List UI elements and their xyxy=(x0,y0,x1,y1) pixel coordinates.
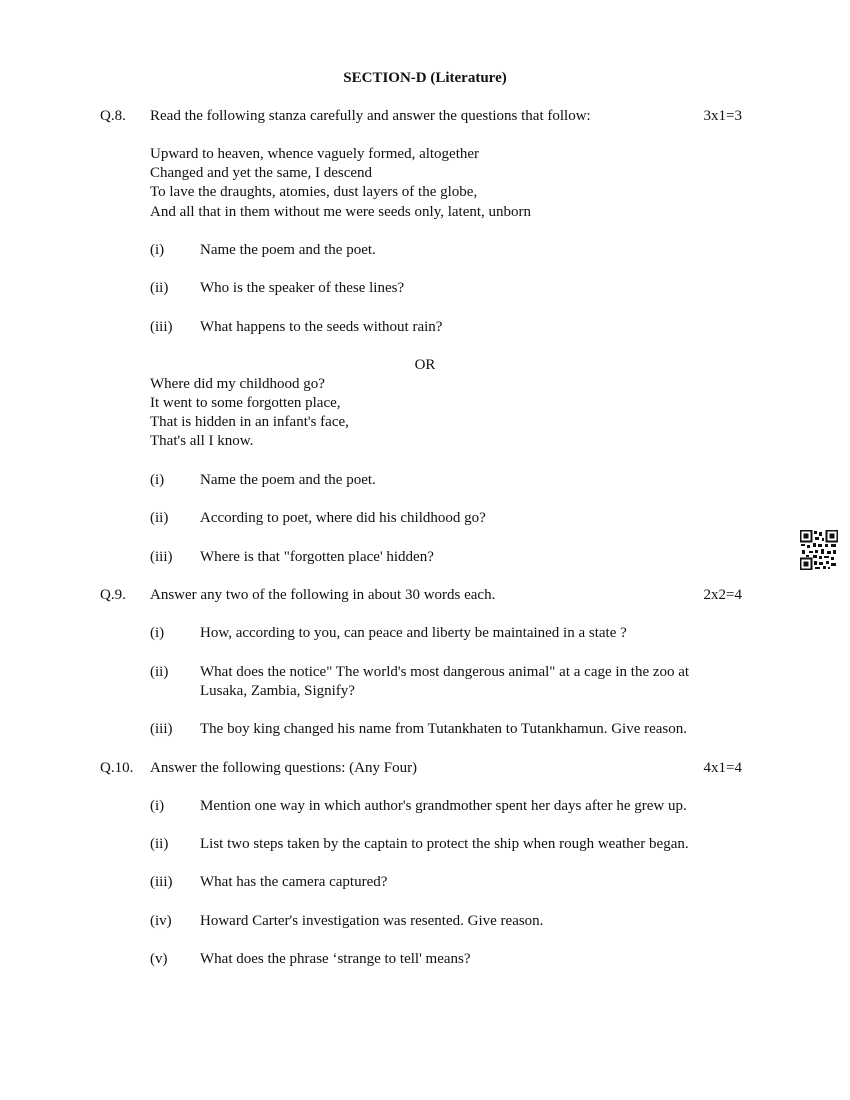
or-separator: OR xyxy=(414,357,436,373)
question-8-marks: 3x1=3 xyxy=(703,108,742,124)
stanza-1-line: Upward to heaven, whence vaguely formed, altogether xyxy=(150,146,480,162)
sub-question-number: (iii) xyxy=(150,874,173,890)
sub-question-number: (iv) xyxy=(150,913,172,929)
stanza-1-line: And all that in them without me were seeds only, latent, unborn xyxy=(150,204,532,220)
sub-question-number: (i) xyxy=(150,472,165,488)
sub-question-text: What does the phrase ‘strange to tell' means? xyxy=(200,951,471,967)
sub-question-text: Mention one way in which author's grandmother spent her days after he grew up. xyxy=(200,798,687,814)
sub-question-text: List two steps taken by the captain to protect the ship when rough weather began. xyxy=(200,836,689,852)
sub-question-number: (iii) xyxy=(150,549,173,565)
sub-question-text: Name the poem and the poet. xyxy=(200,242,376,258)
sub-question-number: (ii) xyxy=(150,836,169,852)
section-title: SECTION-D (Literature) xyxy=(343,70,507,86)
stanza-2-line: It went to some forgotten place, xyxy=(150,395,341,411)
sub-question-text: What has the camera captured? xyxy=(200,874,388,890)
sub-question-number: (ii) xyxy=(150,510,169,526)
sub-question-number: (i) xyxy=(150,242,165,258)
question-number-10: Q.10. xyxy=(100,760,134,776)
sub-question-text-continued: Lusaka, Zambia, Signify? xyxy=(200,683,355,699)
question-9-marks: 2x2=4 xyxy=(703,587,742,603)
sub-question-text: The boy king changed his name from Tutankhaten to Tutankhamun. Give reason. xyxy=(200,721,688,737)
sub-question-text: What happens to the seeds without rain? xyxy=(200,319,443,335)
question-number-8: Q.8. xyxy=(100,108,126,124)
stanza-2-line: That's all I know. xyxy=(150,433,254,449)
question-10-stem: Answer the following questions: (Any Four) xyxy=(150,760,418,776)
question-8-stem: Read the following stanza carefully and answer the questions that follow: xyxy=(150,108,591,124)
question-number-9: Q.9. xyxy=(100,587,126,603)
sub-question-number: (v) xyxy=(150,951,168,967)
stanza-2-line: That is hidden in an infant's face, xyxy=(150,414,349,430)
stanza-1-line: Changed and yet the same, I descend xyxy=(150,165,373,181)
stanza-1-line: To lave the draughts, atomies, dust layers of the globe, xyxy=(150,184,478,200)
sub-question-number: (i) xyxy=(150,625,165,641)
qr-code-icon xyxy=(800,530,838,570)
sub-question-number: (ii) xyxy=(150,280,169,296)
sub-question-text: Where is that "forgotten place' hidden? xyxy=(200,549,434,565)
sub-question-number: (iii) xyxy=(150,721,173,737)
sub-question-text: Howard Carter's investigation was resented. Give reason. xyxy=(200,913,544,929)
sub-question-number: (iii) xyxy=(150,319,173,335)
question-10-marks: 4x1=4 xyxy=(703,760,742,776)
sub-question-number: (i) xyxy=(150,798,165,814)
sub-question-text: According to poet, where did his childhood go? xyxy=(200,510,486,526)
question-9-stem: Answer any two of the following in about 30 words each. xyxy=(150,587,496,603)
sub-question-text: What does the notice" The world's most dangerous animal" at a cage in the zoo at xyxy=(200,664,690,680)
sub-question-text: Who is the speaker of these lines? xyxy=(200,280,405,296)
stanza-2-line: Where did my childhood go? xyxy=(150,376,325,392)
sub-question-number: (ii) xyxy=(150,664,169,680)
sub-question-text: How, according to you, can peace and liberty be maintained in a state ? xyxy=(200,625,627,641)
sub-question-text: Name the poem and the poet. xyxy=(200,472,376,488)
